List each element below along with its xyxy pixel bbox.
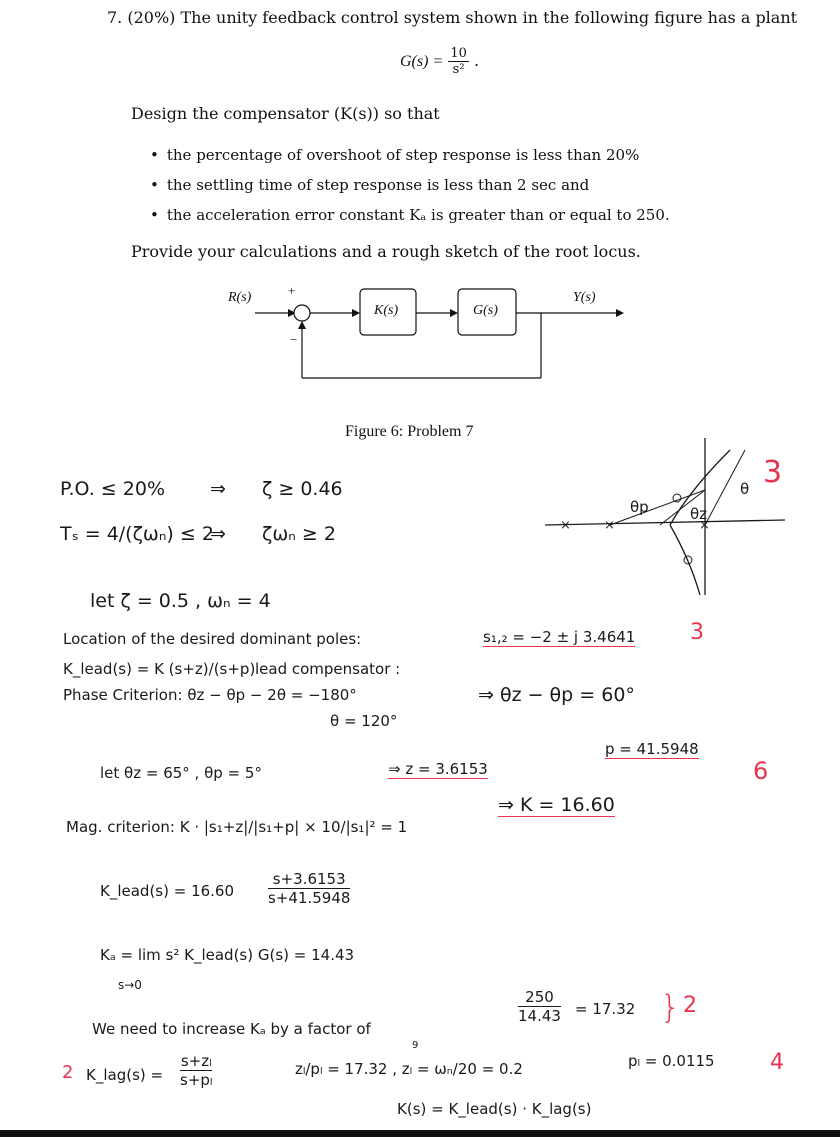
overshoot-condition: P.O. ≤ 20% (60, 478, 165, 500)
lag-compensator-form: K_lag(s) = (86, 1066, 164, 1084)
grade-mark-6: 6 (753, 757, 769, 785)
grade-mark-4: 4 (770, 1050, 784, 1075)
problem-title: 7. (20%) The unity feedback control system shown in the following figure has a plant (107, 8, 798, 27)
bottom-border (0, 1130, 840, 1137)
zeta-condition: ζ ≥ 0.46 (262, 478, 343, 500)
figure-caption: Figure 6: Problem 7 (345, 423, 474, 440)
sketch-theta-z: θz (690, 505, 708, 523)
grade-mark-2: 2 (683, 993, 697, 1018)
output-label: Y(s) (573, 290, 596, 305)
theta-value: θ = 120° (330, 712, 398, 730)
lag-ratio: zₗ/pₗ = 17.32 , zₗ = ωₙ/20 = 0.2 (295, 1060, 523, 1078)
plant-equation: G(s) = $\frac{10}{\text{s²}}$ . (400, 46, 480, 77)
provide-instruction: Provide your calculations and a rough sketch of the root locus. (131, 242, 641, 261)
requirement-settling-time: • the settling time of step response is less than 2 sec and (150, 175, 670, 205)
grade-mark-2-left: 2 (62, 1062, 74, 1083)
lag-compensator-fraction: s+zₗ s+pₗ (180, 1052, 213, 1089)
lead-compensator-fraction: s+3.6153 s+41.5948 (268, 870, 351, 907)
gain-value: ⇒ K = 16.60 (498, 794, 615, 816)
svg-text:×: × (699, 518, 710, 533)
acceleration-constant: Kₐ = lim s² K_lead(s) G(s) = 14.43 (100, 946, 355, 964)
chosen-parameters: let ζ = 0.5 , ωₙ = 4 (90, 590, 271, 612)
svg-text:×: × (604, 518, 615, 533)
lead-compensator-label: lead compensator : (255, 660, 401, 678)
minus-sign: − (290, 332, 298, 347)
increase-factor-text: We need to increase Kₐ by a factor of (92, 1020, 371, 1038)
magnitude-criterion: Mag. criterion: K · |s₁+z|/|s₁+p| × 10/|s₁|² = 1 (66, 818, 408, 836)
small-nine: 9 (412, 1040, 419, 1051)
block-k-label: K(s) (374, 303, 399, 318)
final-compensator: K(s) = K_lead(s) · K_lag(s) (397, 1100, 592, 1118)
lead-compensator-result: K_lead(s) = 16.60 (100, 882, 235, 900)
root-locus-sketch (540, 430, 800, 600)
limit-subscript: s→0 (118, 978, 142, 992)
requirement-overshoot: • the percentage of overshoot of step response is less than 20% (150, 145, 670, 175)
svg-text:×: × (560, 518, 571, 533)
grade-mark-3-top: 3 (763, 455, 783, 490)
requirement-acceleration-constant: • the acceleration error constant Kₐ is greater than or equal to 250. (150, 205, 670, 235)
zeta-wn-condition: ζωₙ ≥ 2 (262, 523, 336, 545)
brace: } (660, 988, 681, 1026)
arrow-1: ⇒ (210, 478, 226, 500)
increase-factor-fraction: 250 14.43 (518, 988, 561, 1025)
summing-junction (294, 305, 310, 321)
pole-value: p = 41.5948 (605, 740, 699, 758)
angle-choice: let θz = 65° , θp = 5° (100, 764, 262, 782)
settling-time-condition: Tₛ = 4/(ζωₙ) ≤ 2 (60, 523, 214, 545)
plus-sign: + (288, 283, 296, 298)
dominant-poles-label: Location of the desired dominant poles: (63, 630, 362, 648)
lead-compensator-form: K_lead(s) = K (s+z)/(s+p) (63, 660, 256, 678)
zero-value: ⇒ z = 3.6153 (388, 760, 488, 778)
lag-pole-value: pₗ = 0.0115 (628, 1052, 715, 1070)
phase-criterion: Phase Criterion: θz − θp − 2θ = −180° (63, 686, 357, 704)
design-intro: Design the compensator (K(s)) so that (131, 104, 440, 123)
dominant-poles-value: s₁,₂ = −2 ± j 3.4641 (483, 628, 636, 646)
increase-factor-value: = 17.32 (575, 1000, 636, 1018)
phase-result: ⇒ θz − θp = 60° (478, 684, 635, 706)
block-diagram (0, 0, 840, 460)
sketch-theta: θ (740, 480, 750, 498)
grade-mark-3: 3 (690, 620, 704, 645)
arrow-2: ⇒ (210, 523, 226, 545)
sketch-theta-p: θp (630, 498, 649, 516)
input-label: R(s) (228, 290, 252, 305)
block-g-label: G(s) (473, 303, 498, 318)
